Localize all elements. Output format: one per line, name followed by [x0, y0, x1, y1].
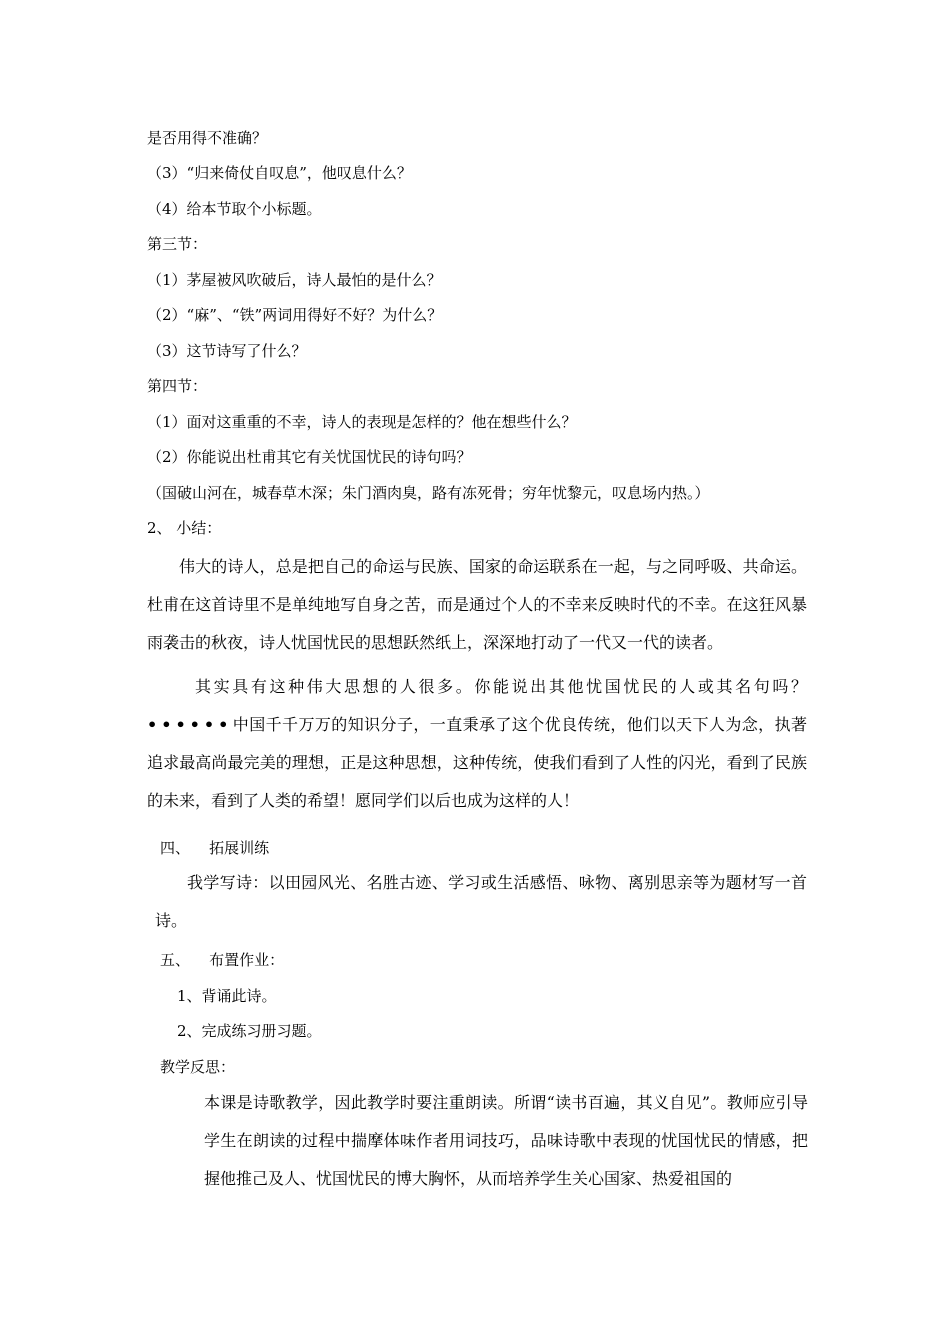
- summary-paragraph-2-body: 中国千千万万的知识分子，一直秉承了这个优良传统，他们以天下人为念，执著追求最高尚最完美的理想，正是这种思想，这种传统，使我们看到了人性的闪光，看到了民族的未来，看到了人类的希望！愿同学们以后也成为这样的人！: [147, 715, 807, 810]
- question-3-sigh: （3）“归来倚仗自叹息”，他叹息什么？: [147, 164, 412, 182]
- question-3-content: （3）这节诗写了什么？: [147, 342, 307, 360]
- summary-paragraph-2: [147, 668, 807, 820]
- question-1-reaction: （1）面对这重重的不幸，诗人的表现是怎样的？他在想些什么？: [147, 413, 577, 431]
- reflection-paragraph: 本课是诗歌教学，因此教学时要注重朗读。所谓“读书百遍，其义自见”。教师应引导学生在朗读的过程中揣摩体味作者用词技巧，品味诗歌中表现的忧国忧民的情感，把握他推己及人、忧国忧民的博大胸怀，从而培养学生关心国家、热爱祖国的: [204, 1093, 808, 1188]
- homework-item-1: 1、背诵此诗。: [177, 987, 277, 1005]
- question-2-words: （2）“麻”、“铁”两词用得好不好？为什么？: [147, 306, 443, 324]
- question-4-title: （4）给本节取个小标题。: [147, 200, 322, 218]
- extension-task: 我学写诗：以田园风光、名胜古迹、学习或生活感悟、咏物、离别思亲等为题材写一首诗。: [155, 873, 807, 930]
- reflection-heading: 教学反思：: [160, 1058, 236, 1076]
- question-1-fear: （1）茅屋被风吹破后，诗人最怕的是什么？: [147, 271, 442, 289]
- section-heading-extension: 四、 拓展训练: [160, 839, 270, 857]
- ellipsis-dots: ••••••: [147, 715, 233, 734]
- section-heading-third: 第三节：: [147, 235, 208, 253]
- section-heading-fourth: 第四节：: [147, 377, 208, 395]
- question-continuation: 是否用得不准确？: [147, 129, 268, 147]
- summary-heading: 2、 小结：: [147, 519, 222, 537]
- summary-paragraph-2-question: 其实具有这种伟大思想的人很多。你能说出其他忧国忧民的人或其名句吗？: [195, 677, 807, 696]
- summary-paragraph-1: 伟大的诗人，总是把自己的命运与民族、国家的命运联系在一起，与之同呼吸、共命运。杜甫在这首诗里不是单纯地写自身之苦，而是通过个人的不幸来反映时代的不幸。在这狂风暴雨袭击的秋夜，诗人忧国忧民的思想跃然纸上，深深地打动了一代又一代的读者。: [147, 557, 807, 652]
- homework-item-2: 2、完成练习册习题。: [177, 1022, 322, 1040]
- poem-quotes: （国破山河在，城春草木深；朱门酒肉臭，路有冻死骨；穷年忧黎元，叹息场内热。）: [147, 484, 710, 502]
- question-2-poems: （2）你能说出杜甫其它有关忧国忧民的诗句吗？: [147, 448, 472, 466]
- section-heading-homework: 五、 布置作业：: [160, 951, 285, 969]
